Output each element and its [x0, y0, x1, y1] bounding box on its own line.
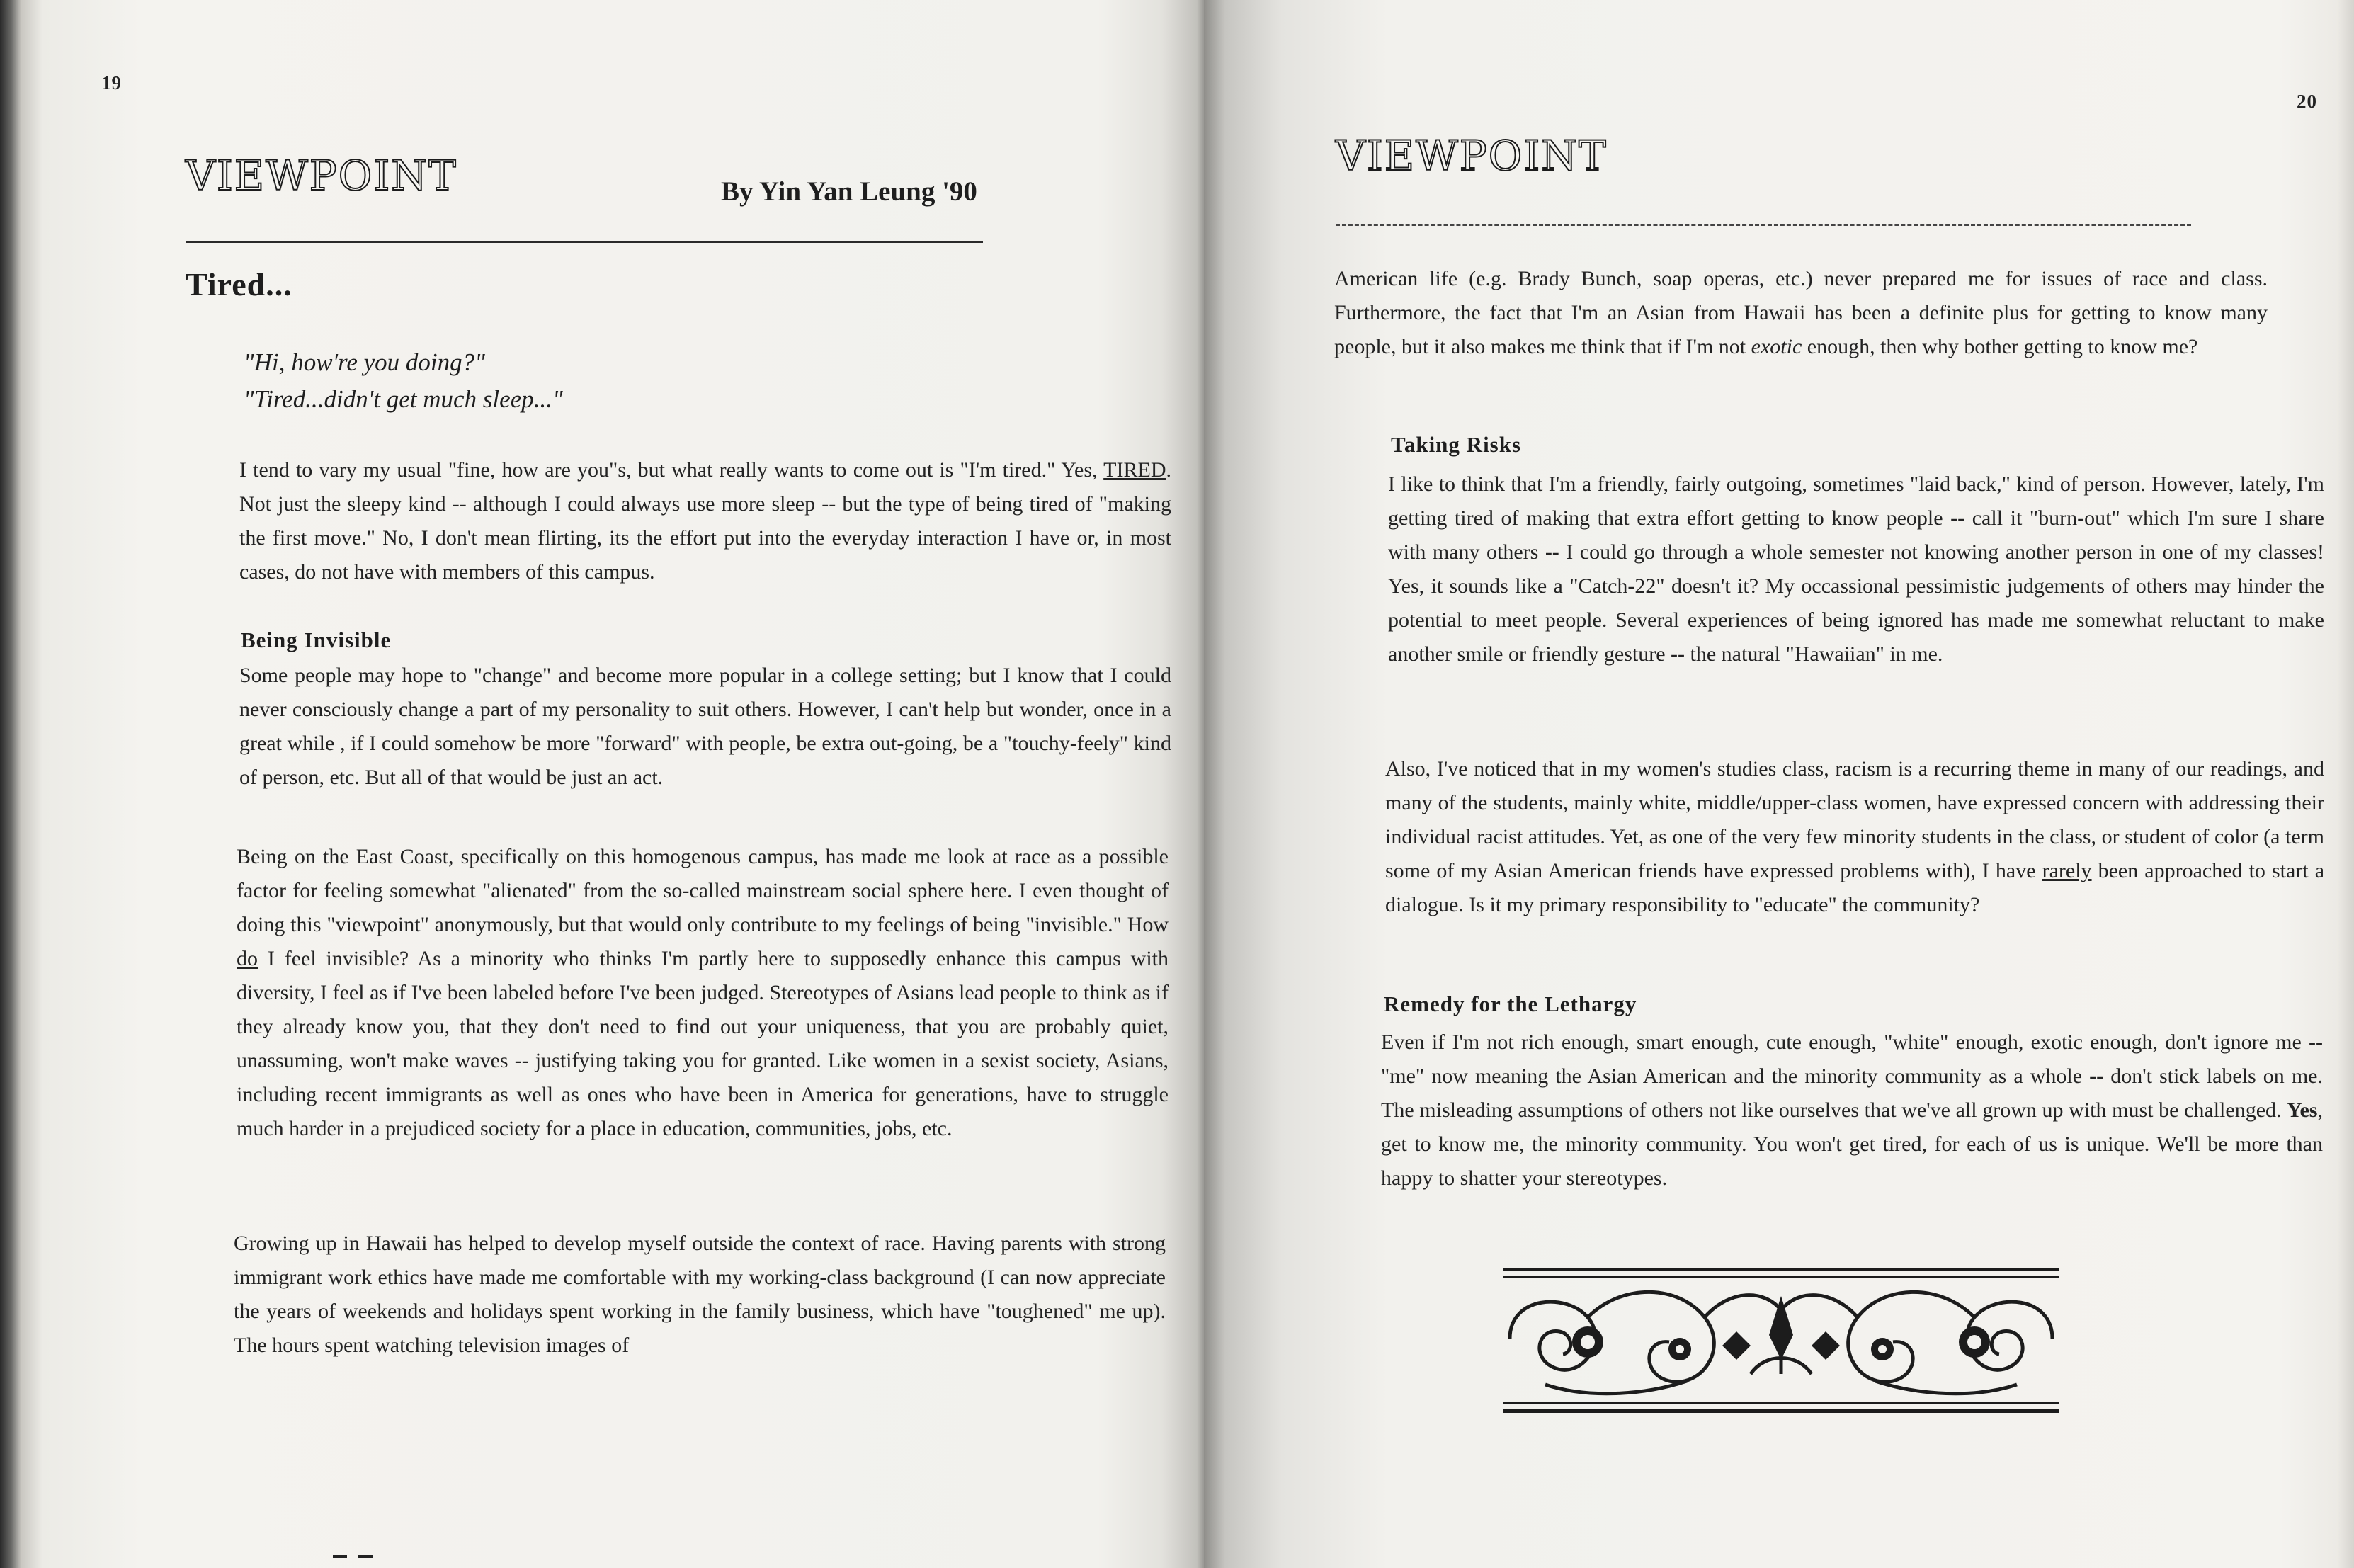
- emphasis-underlined: rarely: [2042, 859, 2092, 882]
- paragraph-intro: [181, 453, 1171, 589]
- emphasis-underlined: do: [237, 947, 258, 970]
- emphasis-bold: Yes: [2287, 1098, 2318, 1122]
- ornamental-border-graphic: [1503, 1268, 2059, 1416]
- text-run: , get to know me, the minority community. You won't get tired, for each of us is unique. We'll be more than happy to shatter your stereotypes.: [1381, 1098, 2323, 1190]
- paragraph-being-invisible: Some people may hope to "change" and become more popular in a college setting; but I know that I could never consciously change a part of my personality to suit others. However, I can't help but wonder, once in a great while , if I could somehow be more "forward" with people, be extra out-going, be a "touchy-feely" kind of person, etc. But all of that would be just an act.: [239, 664, 1171, 789]
- subhead-being-invisible: Being Invisible: [241, 627, 392, 652]
- emphasis-italic: exotic: [1751, 335, 1802, 358]
- paragraph-remedy: [1323, 1026, 2323, 1195]
- byline: By Yin Yan Leung '90: [721, 176, 977, 207]
- quote-line-2: "Tired...didn't get much sleep...": [244, 385, 563, 413]
- text-run: American life (e.g. Brady Bunch, soap operas, etc.) never prepared me for issues of race and class. Furthermore, the fact that I'm an Asian from Hawaii has been a definite plus for getting to know many people, but it also makes me think that if I'm not: [1334, 267, 2268, 358]
- subhead-taking-risks: Taking Risks: [1391, 432, 1522, 457]
- paragraph-taking-risks: I like to think that I'm a friendly, fairly outgoing, sometimes "laid back," kind of person. However, lately, I'm getting tired of making that extra effort getting to know people -- call it "burn-out" which I'm sure I share with many others -- I could go through a whole semester not knowing another person in one of my classes! Yes, it sounds like a "Catch-22" doesn't it? My occassional pessimistic judgements of others may hinder the potential to meet people. Several experiences of being ignored has made me somewhat reluctant to make another smile or friendly gesture -- the natural "Hawaiian" in me.: [1388, 472, 2324, 666]
- paragraph-hawaii: Growing up in Hawaii has helped to develop myself outside the context of race. Having parents with strong immigrant work ethics have made me comfortable with my working-class background (I can now appreciate the years of weekends and holidays spent working in the family business, which have "toughened" me up). The hours spent watching television images of: [234, 1232, 1166, 1357]
- text-run: been approached to start a dialogue. Is it my primary responsibility to "educate" the community?: [1385, 859, 2325, 916]
- scan-mark: [333, 1555, 382, 1558]
- text-run: enough, then why bother getting to know me?: [1802, 335, 2198, 358]
- article-title: Tired...: [186, 266, 292, 302]
- header-rule-left: [186, 241, 983, 243]
- quote-line-1: "Hi, how're you doing?": [244, 348, 485, 376]
- viewpoint-header-right: VIEWPOINT: [1336, 132, 1608, 180]
- text-run: Also, I've noticed that in my women's studies class, racism is a recurring theme in many of our readings, and many of the students, mainly white, middle/upper-class women, have expressed concern with addressing their individual racist attitudes. Yet, as one of the very few minority students in the class, or student of color (a term some of my Asian American friends have expressed problems with), I have: [1385, 757, 2324, 882]
- page-number-left: 19: [101, 72, 122, 93]
- text-run: Even if I'm not rich enough, smart enough, cute enough, "white" enough, exotic enough, don't ignore me -- "me" now meaning the Asian American and the minority community as a whole -- don't stick labels on me. The misleading assumptions of others not like ourselves that we've all grown up with must be challenged.: [1381, 1030, 2323, 1122]
- paragraph-womens-studies: [1327, 752, 2324, 922]
- text-run: Being on the East Coast, specifically on this homogenous campus, has made me look at race as a possible factor for feeling somewhat "alienated" from the so-called mainstream social sphere here. I even thought of doing this "viewpoint" anonymously, but that would only contribute to my feelings of being "invisible." How: [237, 845, 1169, 936]
- text-run: I tend to vary my usual "fine, how are you"s, but what really wants to come out is "I'm tired." Yes,: [239, 458, 1104, 482]
- header-rule-right: [1336, 224, 2191, 226]
- opening-quote: [244, 344, 881, 418]
- emphasis-underlined: TIRED: [1103, 458, 1166, 482]
- paragraph-east-coast: [178, 840, 1169, 1146]
- text-run: I feel invisible? As a minority who thinks I'm partly here to supposedly enhance this campus with diversity, I feel as if I've been labeled before I've been judged. Stereotypes of Asians lead people to think as if they already know you, that they don't need to find out your uniqueness, that you are probably quiet, unassuming, won't make waves -- justifying taking you for granted. Like women in a sexist society, Asians, including recent immigrants as well as ones who have been in America for generations, have to struggle much harder in a prejudiced society for a place in education, communities, jobs, etc.: [237, 947, 1169, 1140]
- page-number-right: 20: [2297, 91, 2317, 112]
- text-run: . Not just the sleepy kind -- although I could always use more sleep -- but the type of being tired of "making the first move." No, I don't mean flirting, its the effort put into the everyday interaction I have or, in most cases, do not have with members of this campus.: [239, 458, 1171, 584]
- subhead-remedy: Remedy for the Lethargy: [1384, 992, 1637, 1016]
- paragraph-american-life: [1334, 262, 2268, 364]
- viewpoint-header-left: VIEWPOINT: [186, 152, 457, 200]
